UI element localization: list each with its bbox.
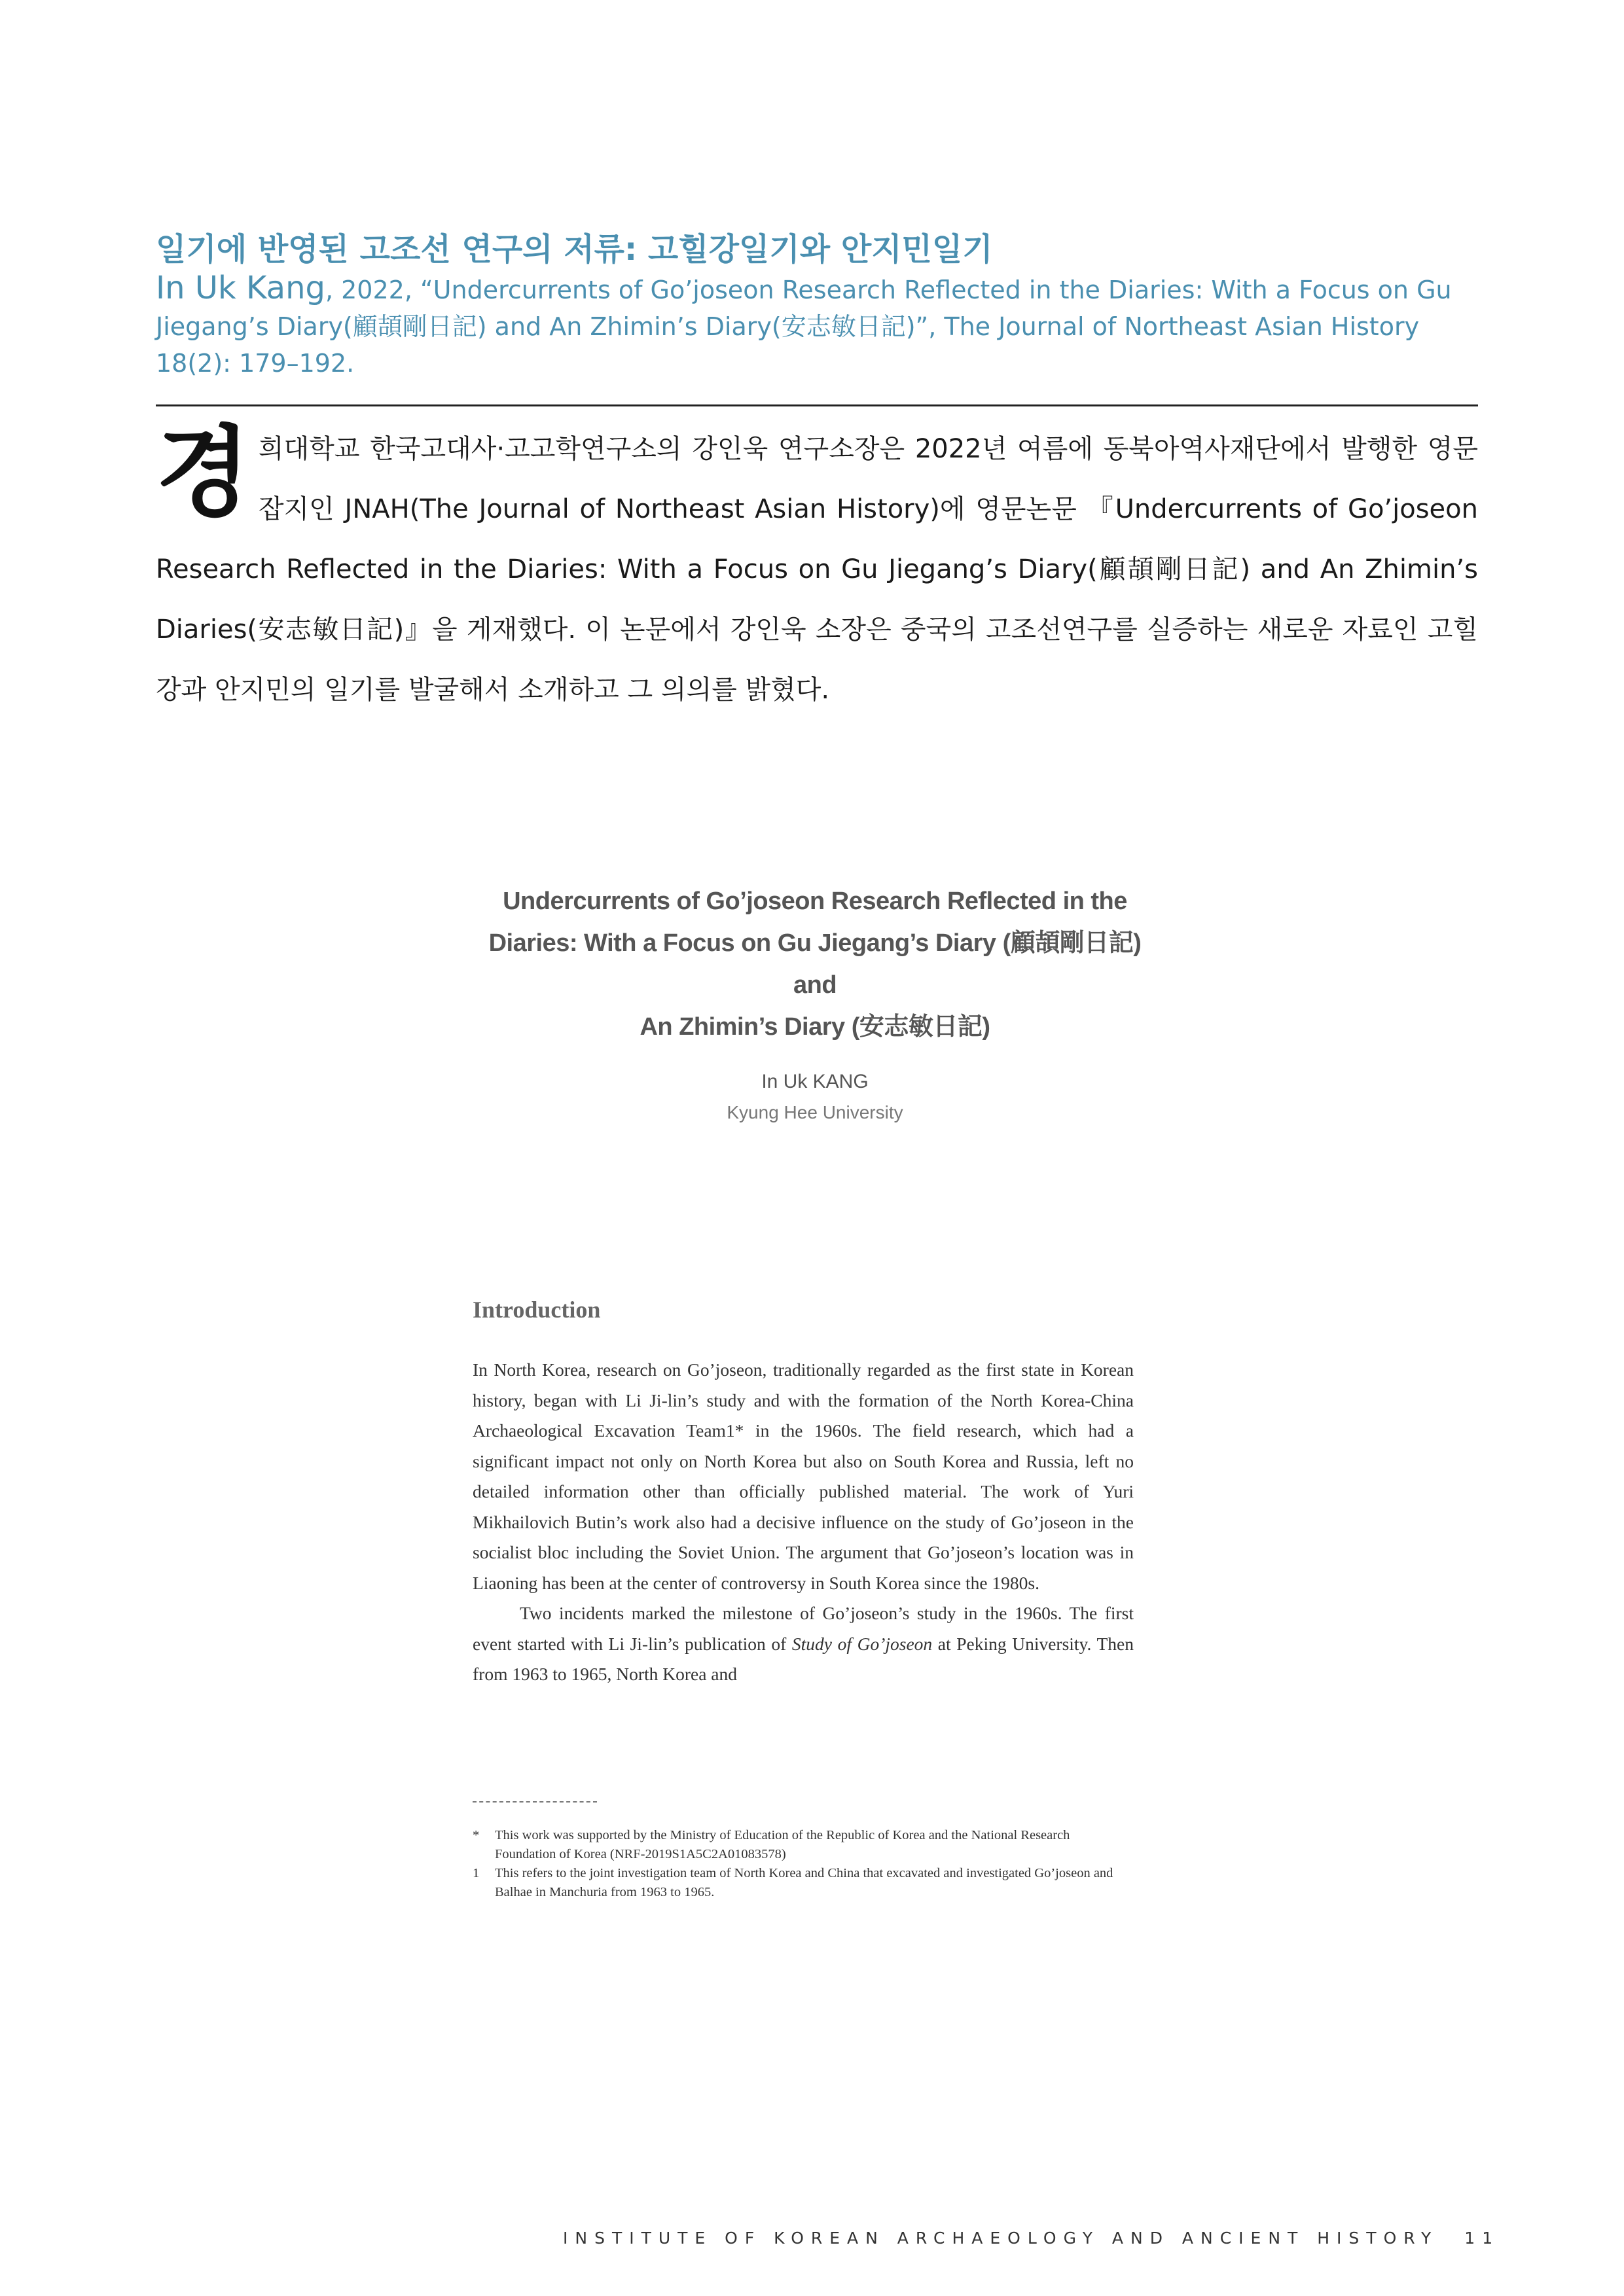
drop-cap: 경 (156, 416, 251, 530)
footnote-star (473, 1826, 1134, 1864)
footnote-divider (473, 1801, 597, 1803)
lead-paragraph (156, 416, 1478, 720)
paper-title-line-3: An Zhimin’s Diary (安志敏日記) (640, 1013, 990, 1041)
page-number: 11 (1464, 2229, 1500, 2248)
lead-text: 희대학교 한국고대사·고고학연구소의 강인욱 연구소장은 2022년 여름에 동북아역사재단에서 발행한 영문잡지인 JNAH(The Journal of Northeast Asian History)에 영문논문 『Undercurrents of Go’joseon Research Reflected in the Diaries: With a Focus on Gu Jiegang’s Diary(顧頡剛日記) and An Zhimin’s Diaries(安志敏日記)』을 게재했다. 이 논문에서 강인욱 소장은 중국의 고조선연구를 실증하는 새로운 자료인 고힐강과 안지민의 일기를 발굴해서 소개하고 그 의의를 밝혔다. (156, 434, 1478, 705)
paper-scan-image (465, 864, 1165, 1944)
para2-italic-title: Study of Go’joseon (791, 1633, 933, 1654)
paper-author: In Uk KANG (761, 1071, 869, 1092)
intro-paragraph-2 (473, 1598, 1134, 1690)
running-title: INSTITUTE OF KOREAN ARCHAEOLOGY AND ANCIENT HISTORY (563, 2229, 1439, 2248)
paper-affiliation: Kyung Hee University (727, 1102, 903, 1122)
header-divider (156, 404, 1478, 406)
intro-body (473, 1355, 1134, 1690)
footnote-1-text: This refers to the joint investigation team of North Korea and China that excavated and investigated Go’joseon and Balhae in Manchuria from 1963 to 1965. (495, 1866, 1113, 1899)
paper-title-line-1: Undercurrents of Go’joseon Research Reflected in the (503, 888, 1127, 915)
korean-title: 일기에 반영된 고조선 연구의 저류: 고힐강일기와 안지민일기 (156, 231, 993, 268)
paper-title (465, 880, 1165, 1048)
page-footer (563, 2229, 1500, 2248)
paper-title-line-2: Diaries: With a Focus on Gu Jiegang’s Diary (顧頡剛日記) and (488, 929, 1142, 999)
citation-author: In Uk Kang (156, 270, 325, 306)
intro-paragraph-1: In North Korea, research on Go’joseon, traditionally regarded as the first state in Korean history, began with Li Ji-lin’s study and with the formation of the North Korea-China Archaeological Excavation Team1* in the 1960s. The field research, which had a significant impact not only on North Korea but also on South Korea and Russia, left no detailed information other than officially published material. The work of Yuri Mikhailovich Butin’s work also had a decisive influence on the study of Go’joseon in the socialist bloc including the Soviet Union. The argument that Go’joseon’s location was in Liaoning has been at the center of controversy in South Korea since the 1980s. (473, 1359, 1134, 1593)
footnote-star-text: This work was supported by the Ministry of Education of the Republic of Korea and the National Research Foundation of Korea (NRF-2019S1A5C2A01083578) (495, 1828, 1070, 1861)
para2-text-before: Two incidents marked the milestone of Go’joseon’s study in the 1960s. The first event started with Li Ji-lin’s publication of (473, 1603, 1134, 1654)
intro-heading: Introduction (473, 1297, 601, 1323)
citation-text: , 2022, “Undercurrents of Go’joseon Research Reflected in the Diaries: With a Focus on Gu Jiegang’s Diary(顧頡剛日記) and An Zhimin’s Diary(安志敏日記)”, The Journal of Northeast Asian History 18(2): 179–192. (156, 276, 1452, 378)
footnote-star-mark: * (473, 1828, 480, 1842)
footnote-1 (473, 1864, 1134, 1902)
article-header (156, 229, 1478, 382)
footnotes (473, 1826, 1134, 1902)
citation (156, 270, 1478, 382)
footnote-1-mark: 1 (473, 1866, 480, 1880)
para2-text-after: at Peking University. Then from 1963 to 1965, North Korea and (473, 1633, 1134, 1684)
